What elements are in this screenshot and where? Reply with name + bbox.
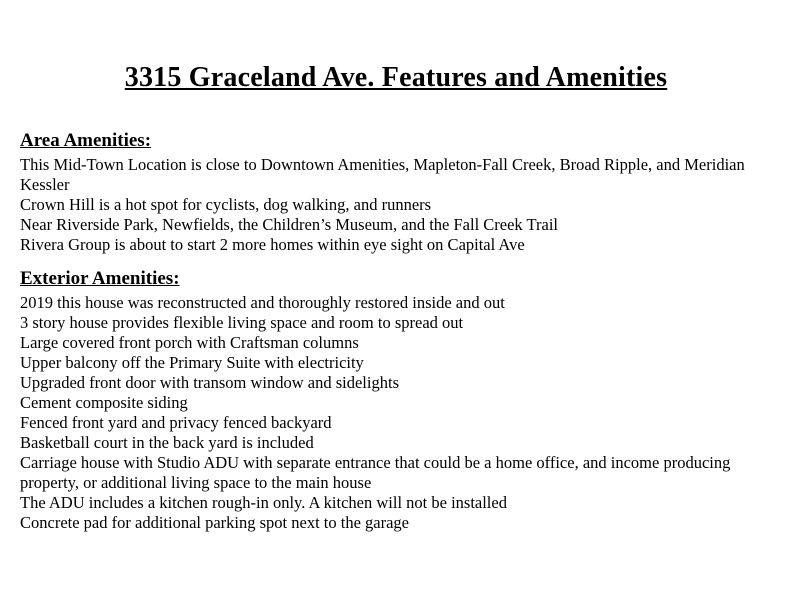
- area-amenities-line: Rivera Group is about to start 2 more homes within eye sight on Capital Ave: [20, 234, 525, 254]
- exterior-amenities-line: 3 story house provides flexible living space and room to spread out: [20, 312, 464, 332]
- page-title: 3315 Graceland Ave. Features and Amenities: [124, 62, 668, 93]
- exterior-amenities-line: The ADU includes a kitchen rough-in only. A kitchen will not be installed: [20, 492, 507, 512]
- exterior-amenities-heading: Exterior Amenities:: [20, 267, 180, 289]
- section-area-amenities: [20, 130, 772, 255]
- section-exterior-amenities: [20, 268, 772, 533]
- exterior-amenities-line: Carriage house with Studio ADU with separate entrance that could be a home office, and income producing property, or additional living space to the main house: [20, 452, 731, 492]
- exterior-amenities-line: Concrete pad for additional parking spot next to the garage: [20, 512, 409, 532]
- exterior-amenities-line: Upper balcony off the Primary Suite with electricity: [20, 352, 364, 372]
- exterior-amenities-line: Upgraded front door with transom window and sidelights: [20, 372, 399, 392]
- exterior-amenities-line: 2019 this house was reconstructed and thoroughly restored inside and out: [20, 292, 505, 312]
- area-amenities-heading: Area Amenities:: [20, 130, 152, 152]
- exterior-amenities-line: Cement composite siding: [20, 392, 188, 412]
- exterior-amenities-line: Fenced front yard and privacy fenced backyard: [20, 412, 332, 432]
- area-amenities-line: Near Riverside Park, Newfields, the Children’s Museum, and the Fall Creek Trail: [20, 214, 558, 234]
- exterior-amenities-line: Basketball court in the back yard is included: [20, 432, 314, 452]
- area-amenities-line: Crown Hill is a hot spot for cyclists, dog walking, and runners: [20, 194, 432, 214]
- exterior-amenities-line: Large covered front porch with Craftsman columns: [20, 332, 359, 352]
- area-amenities-line: This Mid-Town Location is close to Downtown Amenities, Mapleton-Fall Creek, Broad Ripple, and Meridian Kessler: [20, 154, 745, 194]
